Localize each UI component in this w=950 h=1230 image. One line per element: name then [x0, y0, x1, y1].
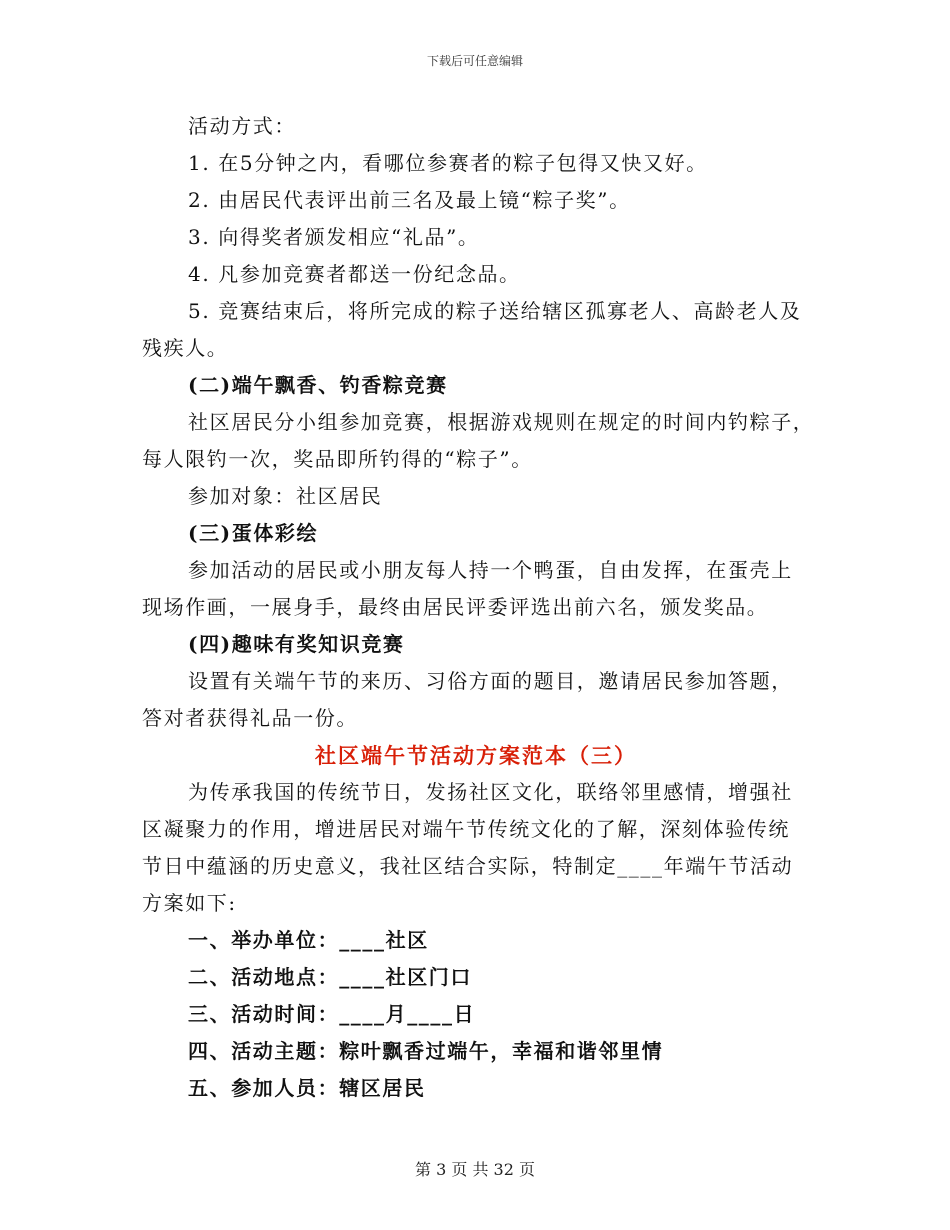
paragraph-line: 方案如下: — [142, 891, 237, 915]
paragraph-line: 4. 凡参加竞赛者都送一份纪念品。 — [188, 262, 521, 286]
info-item-theme: 四、活动主题：粽叶飘香过端午，幸福和谐邻里情 — [188, 1039, 664, 1063]
info-item-time: 三、活动时间：____月____日 — [188, 1002, 476, 1026]
paragraph-line: 为传承我国的传统节日，发扬社区文化，联络邻里感情，增强社 — [188, 780, 793, 804]
paragraph-line: 5. 竞赛结束后，将所完成的粽子送给辖区孤寡老人、高龄老人及 — [188, 299, 802, 323]
section-heading: (三)蛋体彩绘 — [188, 521, 319, 545]
paragraph-line: 参加对象：社区居民 — [188, 484, 383, 508]
paragraph-line: 1. 在5分钟之内，看哪位参赛者的粽子包得又快又好。 — [188, 151, 708, 175]
paragraph-line: 活动方式： — [188, 114, 296, 138]
paragraph-line: 设置有关端午节的来历、习俗方面的题目，邀请居民参加答题， — [188, 669, 793, 693]
paragraph-line: 社区居民分小组参加竞赛，根据游戏规则在规定的时间内钓粽子， — [188, 410, 815, 434]
paragraph-line: 参加活动的居民或小朋友每人持一个鸭蛋，自由发挥，在蛋壳上 — [188, 558, 793, 582]
document-body — [142, 108, 815, 1107]
paragraph-line: 每人限钓一次，奖品即所钓得的“粽子”。 — [142, 447, 533, 471]
info-item-organizer: 一、举办单位：____社区 — [188, 928, 429, 952]
page-number: 第 3 页 共 32 页 — [415, 1160, 535, 1179]
info-item-location: 二、活动地点：____社区门口 — [188, 965, 472, 989]
paragraph-line: 残疾人。 — [142, 336, 229, 360]
document-title: 社区端午节活动方案范本（三） — [315, 743, 637, 768]
paragraph-line: 节日中蕴涵的历史意义，我社区结合实际，特制定____年端午节活动 — [142, 854, 794, 878]
paragraph-line: 2. 由居民代表评出前三名及最上镜“粽子奖”。 — [188, 188, 631, 212]
page-header-note: 下载后可任意编辑 — [426, 54, 523, 68]
info-item-participants: 五、参加人员：辖区居民 — [188, 1076, 426, 1100]
paragraph-line: 区凝聚力的作用，增进居民对端午节传统文化的了解，深刻体验传统 — [142, 817, 790, 841]
paragraph-line: 3. 向得奖者颁发相应“礼品”。 — [188, 225, 480, 249]
paragraph-line: 答对者获得礼品一份。 — [142, 706, 358, 730]
section-heading: (二)端午飘香、钓香粽竞赛 — [188, 373, 448, 397]
section-heading: (四)趣味有奖知识竞赛 — [188, 632, 405, 656]
paragraph-line: 现场作画，一展身手，最终由居民评委评选出前六名，颁发奖品。 — [142, 595, 769, 619]
